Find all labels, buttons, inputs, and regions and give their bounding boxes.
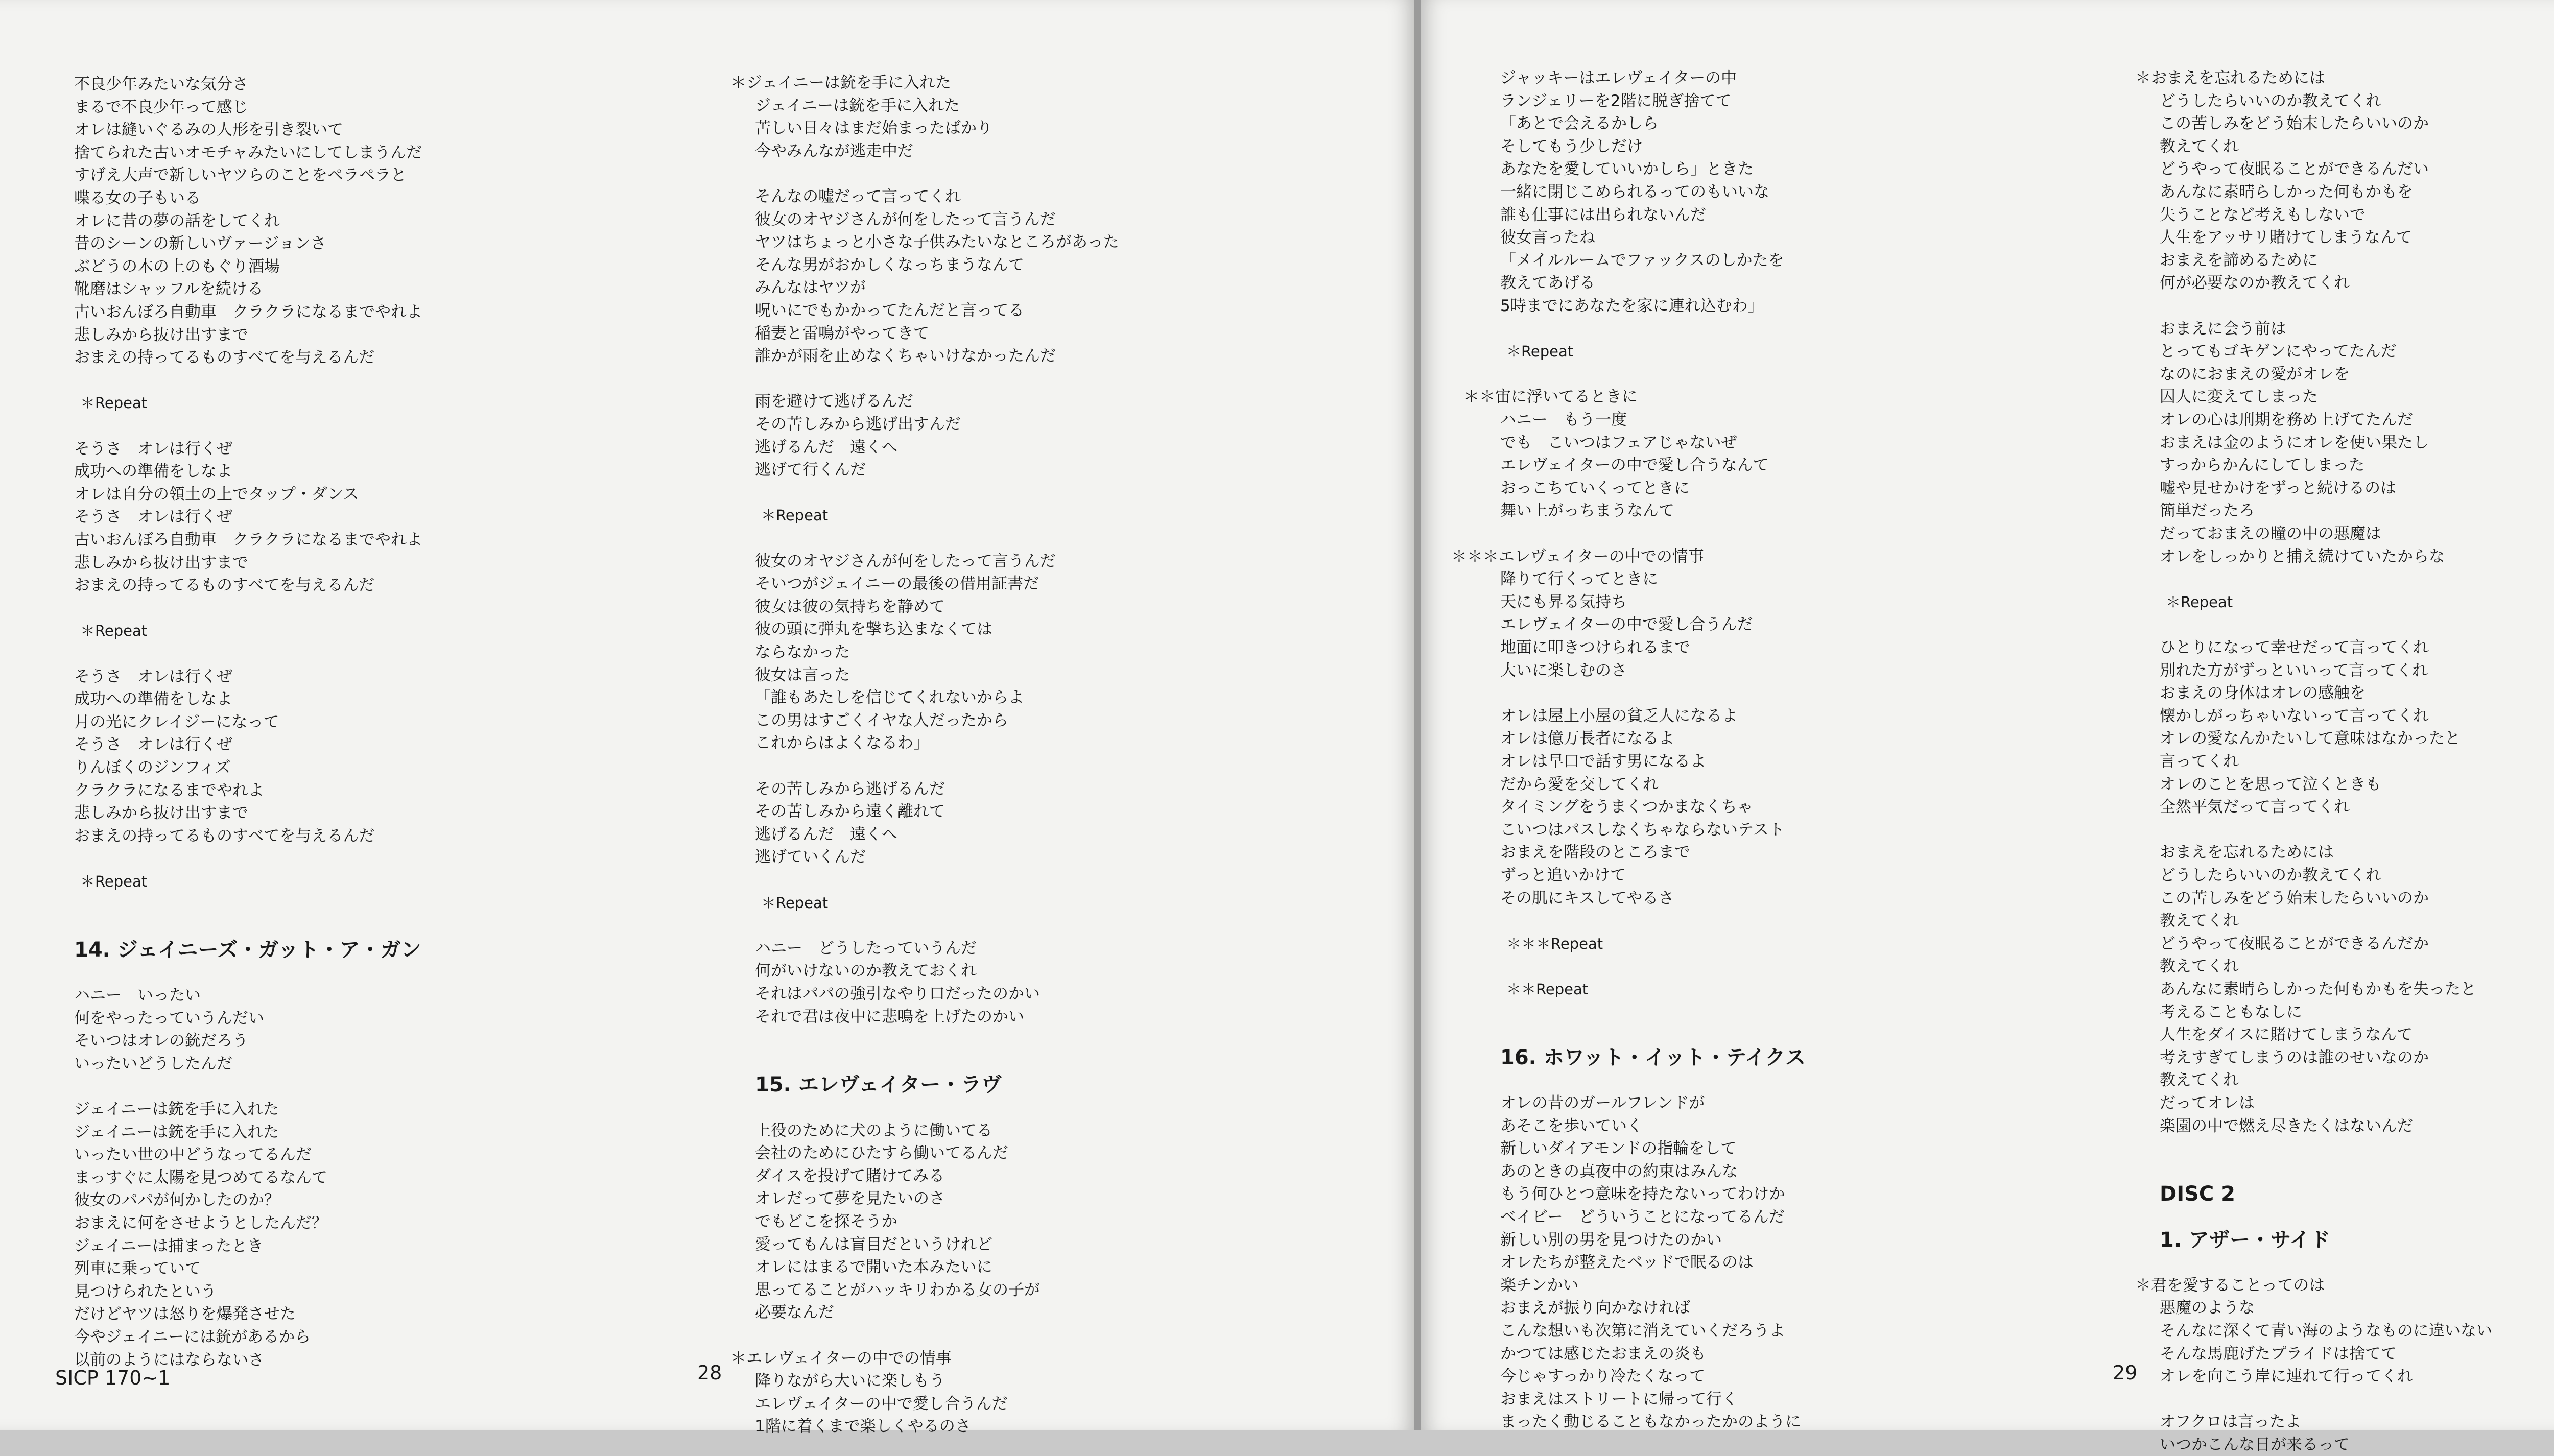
lyric-line: 地面に叩きつけられるまで — [1500, 638, 1690, 657]
lyric-line: ジェイニーは捕まったとき — [74, 1236, 264, 1255]
lyric-line: だけどヤツは怒りを爆発させた — [74, 1305, 296, 1324]
lyric-line: 教えてくれ — [2160, 912, 2239, 930]
lyric-line: ぶどうの木の上のもぐり酒場 — [74, 257, 280, 276]
lyric-line: まるで不良少年って感じ — [74, 98, 248, 116]
lyric-line: 古いおんぼろ自動車 クラクラになるまでやれよ — [74, 303, 422, 321]
lyric-line: 何がいけないのか教えておくれ — [755, 962, 977, 981]
lyric-line: おまえはストリートに帰って行く — [1500, 1390, 1738, 1409]
lyric-line: その苦しみから遠く離れて — [755, 802, 945, 821]
lyric-line: 稲妻と雷鳴がやってきて — [755, 324, 929, 343]
lyric-line: ハニー もう一度 — [1500, 411, 1627, 429]
lyric-line: 月の光にクレイジーになって — [74, 712, 279, 731]
lyric-line: 彼女は言った — [755, 665, 850, 684]
lyric-line: そんなに深くて青い海のようなものに違いない — [2160, 1322, 2492, 1340]
lyric-line: オレをしっかりと捕え続けていたからな — [2160, 547, 2445, 566]
lyric-line: そんなの嘘だって言ってくれ — [755, 187, 961, 206]
lyric-line: 考えすぎてしまうのは誰のせいなのか — [2160, 1048, 2429, 1067]
lyric-line: 誰も仕事には出られないんだ — [1500, 205, 1706, 224]
lyric-line: どうやって夜眠ることができるんだか — [2160, 934, 2429, 953]
lyric-line: 教えてあげる — [1500, 274, 1595, 293]
lyric-line: そいつはオレの銃だろう — [74, 1032, 248, 1051]
song-title: 16. ホワット・イット・テイクス — [1500, 1045, 1806, 1069]
chorus-line: ＊エレヴェイターの中での情事 — [730, 1349, 952, 1368]
lyric-line: オレの愛なんかたいして意味はなかったと — [2160, 729, 2461, 748]
lyric-line: どうしたらいいのか教えてくれ — [2160, 91, 2381, 110]
lyric-line: 彼女のパパが何かしたのか？ — [74, 1191, 280, 1210]
chorus-line: ＊＊宙に浮いてるときに — [1463, 388, 1638, 407]
chorus-line: ＊おまえを忘れるためには — [2135, 69, 2325, 87]
lyric-line: 列車に乗っていて — [74, 1259, 201, 1278]
lyric-line: だっておまえの瞳の中の悪魔は — [2160, 524, 2381, 543]
lyric-line: 降りながら大いに楽しもう — [755, 1372, 945, 1391]
lyric-line: おまえに何をさせようとしたんだ？ — [74, 1214, 327, 1232]
lyric-line: 彼の頭に弾丸を撃ち込まなくては — [755, 620, 992, 639]
chorus-line: ＊ジェイニーは銃を手に入れた — [730, 74, 952, 92]
lyric-line: 捨てられた古いオモチャみたいにしてしまうんだ — [74, 143, 422, 162]
lyric-line: 成功への準備をしなよ — [74, 462, 232, 481]
lyric-line: 言ってくれ — [2160, 752, 2239, 771]
lyric-line: 別れた方がずっといいって言ってくれ — [2160, 661, 2428, 680]
catalog-number: SICP 170~1 — [55, 1367, 171, 1389]
lyric-line: オレは億万長者になるよ — [1500, 729, 1674, 748]
lyric-line: 今じゃすっかり冷たくなって — [1500, 1367, 1706, 1386]
lyric-line: そんな男がおかしくなっちまうなんて — [755, 255, 1024, 274]
lyric-line: ジャッキーはエレヴェイターの中 — [1500, 69, 1737, 87]
lyric-line: こいつはパスしなくちゃならないテスト — [1500, 820, 1785, 839]
lyric-line: 今やジェイニーには銃があるから — [74, 1328, 311, 1346]
song-title: DISC 2 — [2160, 1182, 2236, 1206]
lyric-line: どうやって夜眠ることができるんだい — [2160, 160, 2429, 179]
lyric-line: 彼女のオヤジさんが何をしたって言うんだ — [755, 210, 1056, 229]
lyric-line: その肌にキスしてやるさ — [1500, 889, 1674, 908]
lyric-line: 以前のようにはならないさ — [74, 1350, 264, 1369]
lyric-line: 新しいダイアモンドの指輪をして — [1500, 1139, 1737, 1158]
lyric-line: エレヴェイターの中で愛し合うんだ — [1500, 615, 1753, 634]
lyric-line: こんな想いも次第に消えていくだろうよ — [1500, 1322, 1785, 1340]
lyric-line: 「メイルルームでファックスのしかたを — [1500, 251, 1784, 270]
lyric-line: おまえを忘れるためには — [2160, 843, 2334, 862]
lyric-line: 天にも昇る気持ち — [1500, 592, 1627, 611]
lyric-line: オレは自分の領土の上でタップ・ダンス — [74, 485, 359, 504]
repeat-marker: ＊Repeat — [80, 622, 148, 640]
lyric-line: 楽園の中で燃え尽きたくはないんだ — [2160, 1116, 2413, 1135]
lyric-line: それはパパの強引なやり口だったのかい — [755, 985, 1040, 1003]
lyric-line: ハニー どうしたっていうんだ — [755, 939, 977, 958]
lyric-line: でもどこを探そうか — [755, 1212, 897, 1231]
lyric-line: ベイビー どういうことになってるんだ — [1500, 1208, 1785, 1226]
lyric-line: それで君は夜中に悲鳴を上げたのかい — [755, 1007, 1024, 1026]
lyric-line: 喋る女の子もいる — [74, 189, 201, 207]
lyric-line: この苦しみをどう始末したらいいのか — [2160, 889, 2429, 908]
lyric-line: りんぼくのジンフィズ — [74, 758, 231, 777]
lyric-line: ヤツはちょっと小さな子供みたいなところがあった — [755, 233, 1119, 252]
lyric-line: 悲しみから抜け出すまで — [74, 804, 248, 823]
lyric-line: 「あとで会えるかしら — [1500, 114, 1659, 133]
lyric-line: みんなはヤツが — [755, 278, 866, 297]
chorus-line: ＊君を愛することってのは — [2135, 1276, 2325, 1295]
lyric-line: 教えてくれ — [2160, 137, 2239, 156]
lyric-line: オレは縫いぐるみの人形を引き裂いて — [74, 121, 343, 139]
repeat-marker: ＊Repeat — [80, 873, 148, 890]
lyric-line: オレの心は刑期を務め上げてたんだ — [2160, 411, 2413, 429]
lyric-line: おまえを階段のところまで — [1500, 843, 1690, 862]
lyric-line: いつかこんな日が来るって — [2160, 1436, 2350, 1454]
lyric-line: そしてもう少しだけ — [1500, 137, 1643, 156]
lyric-line: 簡単だったろ — [2160, 502, 2255, 520]
lyric-line: 何が必要なのか教えてくれ — [2160, 274, 2350, 293]
lyric-line: その苦しみから逃げ出すんだ — [755, 415, 961, 434]
lyric-line: なのにおまえの愛がオレを — [2160, 365, 2350, 384]
lyric-line: オレは屋上小屋の貧乏人になるよ — [1500, 706, 1738, 725]
lyric-line: 雨を避けて逃げるんだ — [755, 392, 913, 411]
lyric-line: エレヴェイターの中で愛し合うなんて — [1500, 456, 1769, 475]
spine-gutter — [1414, 0, 1421, 1430]
repeat-marker: ＊Repeat — [761, 507, 829, 524]
lyric-line: ジェイニーは銃を手に入れた — [74, 1100, 279, 1118]
lyric-line: 逃げるんだ 遠くへ — [755, 825, 897, 844]
repeat-marker: ＊Repeat — [1506, 343, 1574, 361]
lyric-line: あなたを愛していいかしら」ときた — [1500, 160, 1754, 179]
lyric-line: オレだって夢を見たいのさ — [755, 1189, 945, 1208]
lyric-line: 今やみんなが逃走中だ — [755, 141, 913, 160]
lyric-line: ジェイニーは銃を手に入れた — [74, 1123, 279, 1141]
lyric-line: かつては感じたおまえの炎も — [1500, 1344, 1706, 1363]
lyric-line: 舞い上がっちまうなんて — [1500, 502, 1674, 520]
lyric-line: 上役のために犬のように働いてる — [755, 1121, 992, 1140]
lyric-line: おまえを諦めるために — [2160, 251, 2318, 270]
lyric-line: 楽チンかい — [1500, 1276, 1579, 1295]
lyric-line: だってオレは — [2160, 1094, 2255, 1112]
lyric-line: 人生をアッサリ賭けてしまうなんて — [2160, 228, 2412, 247]
lyric-line: 逃げて行くんだ — [755, 461, 866, 480]
lyric-line: 愛ってもんは盲目だというけれど — [755, 1235, 992, 1254]
lyric-line: オレたちが整えたベッドで眠るのは — [1500, 1253, 1754, 1272]
lyric-line: その苦しみから逃げるんだ — [755, 779, 945, 798]
lyric-line: この苦しみをどう始末したらいいのか — [2160, 114, 2429, 133]
lyric-line: おまえの身体はオレの感触を — [2160, 684, 2366, 703]
lyric-line: 逃げていくんだ — [755, 848, 866, 867]
lyric-line: すげえ大声で新しいヤツらのことをペラペラと — [74, 166, 407, 185]
lyric-line: オレの昔のガールフレンドが — [1500, 1094, 1705, 1112]
lyric-line: ジェイニーは銃を手に入れた — [755, 96, 960, 115]
repeat-marker: ＊Repeat — [80, 394, 148, 412]
lyric-line: オレは早口で話す男になるよ — [1500, 752, 1706, 771]
lyric-line: 不良少年みたいな気分さ — [74, 75, 248, 93]
lyric-line: 呪いにでもかかってたんだと言ってる — [755, 301, 1024, 320]
song-title: 1. アザー・サイド — [2160, 1228, 2331, 1252]
lyric-line: あんなに素晴らしかった何もかもを — [2160, 183, 2413, 201]
lyric-line: オレに昔の夢の話をしてくれ — [74, 211, 280, 230]
lyric-line: クラクラになるまでやれよ — [74, 781, 264, 800]
lyric-line: そいつがジェイニーの最後の借用証書だ — [755, 575, 1039, 593]
lyric-line: 嘘や見せかけをずっと続けるのは — [2160, 479, 2397, 497]
lyric-line: そうさ オレは行くぜ — [74, 667, 232, 686]
lyric-line: 教えてくれ — [2160, 957, 2239, 976]
lyric-line: 一緒に閉じこめられるってのもいいな — [1500, 183, 1769, 201]
lyric-line: オレのことを思って泣くときも — [2160, 775, 2381, 794]
lyric-line: 見つけられたという — [74, 1282, 217, 1301]
lyric-line: 考えることもなしに — [2160, 1003, 2302, 1021]
lyric-line: 降りて行くってときに — [1500, 570, 1659, 589]
lyric-line: エレヴェイターの中で愛し合うんだ — [755, 1394, 1008, 1413]
lyric-line: 彼女言ったね — [1500, 228, 1595, 247]
lyric-line: 人生をダイスに賭けてしまうなんて — [2160, 1025, 2413, 1044]
lyric-line: おまえの持ってるものすべてを与えるんだ — [74, 826, 375, 845]
lyric-line: 会社のためにひたすら働いてるんだ — [755, 1144, 1008, 1163]
lyric-line: あそこを歩いていく — [1500, 1116, 1643, 1135]
lyric-line: ハニー いったい — [74, 986, 201, 1005]
page-number: 28 — [697, 1362, 722, 1384]
lyric-line: この男はすごくイヤな人だったから — [755, 711, 1008, 730]
lyric-line: まっすぐに太陽を見つめてるなんて — [74, 1168, 327, 1187]
lyric-line: 悲しみから抜け出すまで — [74, 553, 248, 572]
lyric-line: ランジェリーを2階に脱ぎ捨てて — [1500, 91, 1732, 110]
lyric-line: ひとりになって幸せだって言ってくれ — [2160, 638, 2429, 657]
lyric-line: そんな馬鹿げたプライドは捨てて — [2160, 1344, 2397, 1363]
lyric-line: 悲しみから抜け出すまで — [74, 325, 248, 344]
lyric-line: 昔のシーンの新しいヴァージョンさ — [74, 234, 326, 253]
lyric-line: これからはよくなるわ」 — [755, 734, 929, 753]
lyric-line: あのときの真夜中の約束はみんな — [1500, 1162, 1738, 1181]
lyric-line: 彼女のオヤジさんが何をしたって言うんだ — [755, 552, 1056, 570]
lyric-line: ダイスを投げて賭けてみる — [755, 1166, 945, 1185]
lyric-line: だから愛を交してくれ — [1500, 775, 1659, 794]
lyric-line: でも こいつはフェアじゃないぜ — [1500, 433, 1737, 452]
lyric-line: いったい世の中どうなってるんだ — [74, 1145, 312, 1164]
lyric-line: 古いおんぼろ自動車 クラクラになるまでやれよ — [74, 531, 422, 549]
lyric-line: 大いに楽しむのさ — [1500, 661, 1627, 680]
song-title: 14. ジェイニーズ・ガット・ア・ガン — [74, 938, 421, 962]
lyric-line: 全然平気だって言ってくれ — [2160, 798, 2350, 817]
lyric-line: どうしたらいいのか教えてくれ — [2160, 866, 2381, 885]
lyric-line: おまえに会う前は — [2160, 319, 2286, 338]
lyric-line: おまえが振り向かなければ — [1500, 1299, 1690, 1318]
lyric-line: 悪魔のような — [2160, 1299, 2255, 1318]
repeat-marker: ＊＊Repeat — [1506, 981, 1589, 998]
lyric-line: 1階に着くまで楽しくやるのさ — [755, 1417, 971, 1436]
lyric-line: 囚人に変えてしまった — [2160, 388, 2318, 407]
lyric-line: すっからかんにしてしまった — [2160, 456, 2365, 475]
lyric-line: おまえの持ってるものすべてを与えるんだ — [74, 576, 375, 595]
lyric-line: あんなに素晴らしかった何もかもを失ったと — [2160, 980, 2476, 998]
page-29 — [1421, 0, 2554, 1454]
lyric-line: オレを向こう岸に連れて行ってくれ — [2160, 1367, 2413, 1386]
chorus-line: ＊＊＊エレヴェイターの中での情事 — [1451, 547, 1704, 566]
lyric-line: ずっと追いかけて — [1500, 866, 1626, 885]
lyric-line: とってもゴキゲンにやってたんだ — [2160, 342, 2397, 361]
lyric-line: 誰かが雨を止めなくちゃいけなかったんだ — [755, 347, 1056, 366]
lyric-line: おまえの持ってるものすべてを与えるんだ — [74, 348, 375, 367]
lyric-line: 「誰もあたしを信じてくれないからよ — [755, 688, 1024, 707]
lyric-line: おっこちていくってときに — [1500, 479, 1690, 497]
lyric-line: そうさ オレは行くぜ — [74, 508, 232, 527]
lyric-line: いったいどうしたんだ — [74, 1054, 232, 1073]
lyric-line: 靴磨はシャッフルを続ける — [74, 280, 264, 299]
lyric-line: 何をやったっていうんだい — [74, 1009, 264, 1028]
lyric-line: 苦しい日々はまだ始まったばかり — [755, 119, 992, 138]
lyric-line: 成功への準備をしなよ — [74, 690, 232, 709]
lyric-line: 5時までにあなたを家に連れ込むわ」 — [1500, 297, 1764, 315]
lyric-line: まったく動じることもなかったかのように — [1500, 1413, 1801, 1431]
lyric-line: もう何ひとつ意味を持たないってわけか — [1500, 1185, 1785, 1204]
lyric-line: 失うことなど考えもしないで — [2160, 205, 2366, 224]
lyric-line: おまえは金のようにオレを使い果たし — [2160, 433, 2429, 452]
lyric-line: 必要なんだ — [755, 1303, 834, 1322]
repeat-marker: ＊Repeat — [761, 894, 829, 912]
lyric-line: 教えてくれ — [2160, 1071, 2239, 1090]
lyric-line: そうさ オレは行くぜ — [74, 735, 232, 754]
lyric-line: そうさ オレは行くぜ — [74, 439, 232, 458]
song-title: 15. エレヴェイター・ラヴ — [755, 1073, 1002, 1097]
repeat-marker: ＊＊＊Repeat — [1506, 935, 1603, 952]
lyric-line: オレにはまるで開いた本みたいに — [755, 1258, 992, 1277]
lyric-line: 新しい別の男を見つけたのかい — [1500, 1230, 1722, 1249]
lyric-line: 彼女は彼の気持ちを静めて — [755, 597, 945, 616]
lyric-line: 思ってることがハッキリわかる女の子が — [755, 1280, 1040, 1299]
lyric-line: 懐かしがっちゃいないって言ってくれ — [2160, 706, 2429, 725]
page-number: 29 — [2113, 1362, 2138, 1384]
lyric-line: 逃げるんだ 遠くへ — [755, 438, 897, 457]
repeat-marker: ＊Repeat — [2166, 593, 2233, 611]
lyric-line: ならなかった — [755, 643, 850, 661]
lyric-line: タイミングをうまくつかまなくちゃ — [1500, 798, 1753, 817]
lyric-line: オフクロは言ったよ — [2160, 1413, 2302, 1431]
